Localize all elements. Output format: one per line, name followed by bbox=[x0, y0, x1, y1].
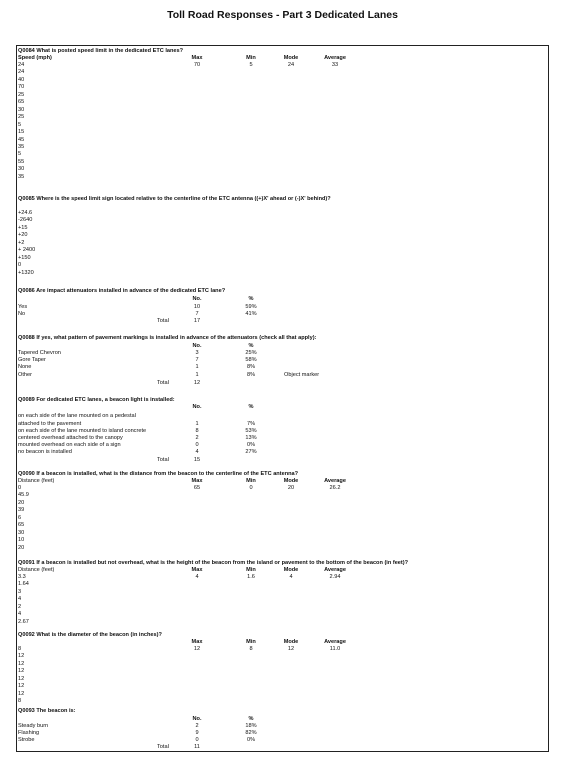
q92-min-header: Min bbox=[246, 639, 256, 645]
q92-value-list bbox=[18, 646, 24, 706]
q84-value-list bbox=[18, 62, 24, 181]
list-item: 55 bbox=[18, 158, 25, 165]
list-item: 30 bbox=[18, 106, 25, 113]
q85-value-list bbox=[18, 210, 35, 277]
q86-row-no: 10 bbox=[193, 304, 201, 310]
q88-row-label: Other bbox=[18, 372, 32, 378]
list-item: 10 bbox=[18, 537, 25, 544]
q88-row-pct: 58% bbox=[245, 357, 257, 363]
q89-row-no: 4 bbox=[195, 449, 199, 455]
list-item: 5 bbox=[18, 151, 22, 158]
list-item: 6 bbox=[18, 514, 22, 521]
q88-row-pct: 25% bbox=[245, 350, 257, 356]
q93-pct-header: % bbox=[248, 716, 254, 722]
q88-no-header: No. bbox=[192, 343, 202, 349]
q89-row-label: no beacon is installed bbox=[18, 449, 72, 455]
q88-row-label: Tapered Chevron bbox=[18, 350, 61, 356]
q93-row-pct: 18% bbox=[245, 723, 257, 729]
q93-total-label: Total bbox=[157, 744, 169, 750]
q91-value-list bbox=[18, 574, 29, 626]
q92-mode-header: Mode bbox=[283, 639, 299, 645]
list-item: 8 bbox=[18, 698, 22, 705]
list-item: 24 bbox=[18, 69, 25, 76]
q86-row-pct: 59% bbox=[245, 304, 257, 310]
q86-total-value: 17 bbox=[193, 318, 201, 324]
q88-row-pct: 8% bbox=[246, 364, 256, 370]
q92-max-header: Max bbox=[191, 639, 203, 645]
q86-row-pct: 41% bbox=[245, 311, 257, 317]
q89-row-no: 2 bbox=[195, 435, 199, 441]
list-item: 12 bbox=[18, 653, 25, 660]
list-item: 4 bbox=[18, 596, 22, 603]
q90-mode-value: 20 bbox=[287, 485, 295, 491]
q89-row-no: 8 bbox=[195, 428, 199, 434]
list-item: 24 bbox=[18, 62, 25, 68]
q84-question: Q0084 What is posted speed limit in the dedicated ETC lanes? bbox=[18, 48, 184, 54]
list-item: 5 bbox=[18, 121, 22, 128]
q88-row-no: 3 bbox=[195, 350, 199, 356]
q84-max-header: Max bbox=[191, 55, 203, 61]
q90-min-header: Min bbox=[246, 478, 256, 484]
q89-row-pct: 7% bbox=[246, 421, 256, 427]
q91-max-header: Max bbox=[191, 567, 203, 573]
q90-value-list bbox=[18, 485, 29, 552]
q88-total-value: 12 bbox=[193, 380, 201, 386]
q93-row-label: Steady burn bbox=[18, 723, 49, 729]
list-item: 1.64 bbox=[18, 581, 29, 588]
list-item: 39 bbox=[18, 507, 25, 514]
q93-row-label: Flashing bbox=[18, 730, 40, 736]
q89-total-label: Total bbox=[157, 457, 169, 463]
q93-question: Q0093 The beacon is: bbox=[18, 708, 76, 714]
q88-row-no: 1 bbox=[195, 372, 199, 378]
q91-min-header: Min bbox=[246, 567, 256, 573]
list-item: 0 bbox=[18, 262, 22, 269]
list-item: 35 bbox=[18, 143, 25, 150]
list-item: 40 bbox=[18, 76, 25, 83]
list-item: 65 bbox=[18, 99, 25, 106]
q89-row-pct: 0% bbox=[246, 442, 256, 448]
list-item: 12 bbox=[18, 660, 25, 667]
q86-question: Q0086 Are impact attenuators installed in advance of the dedicated ETC lane? bbox=[18, 288, 226, 294]
q88-row-note: Object marker bbox=[284, 372, 320, 378]
list-item: 2.67 bbox=[18, 618, 29, 625]
q91-max-value: 4 bbox=[195, 574, 199, 580]
q88-row-label: Gore Taper bbox=[18, 357, 46, 363]
q93-row-no: 9 bbox=[195, 730, 199, 736]
q86-row-label: Yes bbox=[18, 304, 28, 310]
q91-average-value: 2.94 bbox=[329, 574, 341, 580]
q93-row-pct: 82% bbox=[245, 730, 257, 736]
q86-no-header: No. bbox=[192, 296, 202, 302]
q88-row-label: None bbox=[18, 364, 32, 370]
q84-min-value: 5 bbox=[249, 62, 253, 68]
q88-row-pct: 8% bbox=[246, 372, 256, 378]
q84-average-value: 33 bbox=[331, 62, 339, 68]
q90-col-label: Distance (feet) bbox=[18, 478, 55, 484]
q91-mode-header: Mode bbox=[283, 567, 299, 573]
list-item: 20 bbox=[18, 544, 25, 551]
list-item: +20 bbox=[18, 232, 28, 239]
q93-row-no: 0 bbox=[195, 737, 199, 743]
list-item: 3 bbox=[18, 588, 22, 595]
q84-col-label: Speed (mph) bbox=[18, 55, 52, 61]
q88-pct-header: % bbox=[248, 343, 254, 349]
q91-question: Q0091 If a beacon is installed but not overhead, what is the height of the beacon from the island or pavement to the bottom of the beacon (in feet)? bbox=[18, 560, 409, 566]
q92-min-value: 8 bbox=[249, 646, 253, 652]
q92-mode-value: 12 bbox=[287, 646, 295, 652]
q89-question: Q0089 For dedicated ETC lanes, a beacon light is installed: bbox=[18, 397, 175, 403]
page-title: Toll Road Responses - Part 3 Dedicated Lanes bbox=[167, 9, 398, 21]
list-item: 0 bbox=[18, 485, 22, 491]
q88-total-label: Total bbox=[157, 380, 169, 386]
list-item: +150 bbox=[18, 254, 31, 261]
list-item: 4 bbox=[18, 611, 22, 618]
q89-row-no: 1 bbox=[195, 421, 199, 427]
list-item: + 2400 bbox=[18, 247, 36, 254]
q92-max-value: 12 bbox=[193, 646, 201, 652]
q90-min-value: 0 bbox=[249, 485, 253, 491]
list-item: -2640 bbox=[18, 217, 33, 224]
list-item: 12 bbox=[18, 668, 25, 675]
q92-question: Q0092 What is the diameter of the beacon (in inches)? bbox=[18, 632, 162, 638]
q91-mode-value: 4 bbox=[289, 574, 293, 580]
list-item: 45 bbox=[18, 136, 25, 143]
q89-row-label: centered overhead attached to the canopy bbox=[18, 435, 123, 441]
q93-row-pct: 0% bbox=[246, 737, 256, 743]
list-item: 35 bbox=[18, 173, 25, 180]
list-item: 65 bbox=[18, 522, 25, 529]
q90-average-header: Average bbox=[324, 478, 346, 484]
list-item: 12 bbox=[18, 683, 25, 690]
q90-mode-header: Mode bbox=[283, 478, 299, 484]
list-item: 30 bbox=[18, 529, 25, 536]
list-item: 12 bbox=[18, 690, 25, 697]
q84-min-header: Min bbox=[246, 55, 256, 61]
q86-pct-header: % bbox=[248, 296, 254, 302]
q84-average-header: Average bbox=[324, 55, 346, 61]
list-item: +1320 bbox=[18, 269, 34, 276]
q89-row-label: mounted overhead on each side of a sign bbox=[18, 442, 121, 448]
list-item: 25 bbox=[18, 91, 25, 98]
list-item: 8 bbox=[18, 646, 22, 652]
q89-no-header: No. bbox=[192, 404, 202, 410]
list-item: 15 bbox=[18, 129, 25, 136]
list-item: 30 bbox=[18, 166, 25, 173]
list-item: 45.9 bbox=[18, 492, 29, 499]
q93-row-no: 2 bbox=[195, 723, 199, 729]
list-item: 3.3 bbox=[18, 574, 26, 580]
q89-row-label: on each side of the lane mounted to island concrete bbox=[18, 428, 147, 434]
q89-pct-header: % bbox=[248, 404, 254, 410]
q90-max-value: 65 bbox=[193, 485, 201, 491]
q86-row-label: No bbox=[18, 311, 26, 317]
q89-row-no: 0 bbox=[195, 442, 199, 448]
q92-average-value: 11.0 bbox=[329, 646, 341, 652]
q84-mode-header: Mode bbox=[283, 55, 299, 61]
list-item: 20 bbox=[18, 499, 25, 506]
q89-row-pct: 53% bbox=[245, 428, 257, 434]
list-item: 12 bbox=[18, 675, 25, 682]
list-item: 2 bbox=[18, 603, 22, 610]
q91-average-header: Average bbox=[324, 567, 346, 573]
q89-row-label: attached to the pavement bbox=[18, 421, 82, 427]
q86-total-label: Total bbox=[157, 318, 169, 324]
q90-question: Q0090 If a beacon is installed, what is the distance from the beacon to the centerline of the ETC antenna? bbox=[18, 471, 299, 477]
list-item: 25 bbox=[18, 114, 25, 121]
q84-max-value: 70 bbox=[193, 62, 201, 68]
q88-row-no: 7 bbox=[195, 357, 199, 363]
list-item: +15 bbox=[18, 224, 28, 231]
q91-min-value: 1.6 bbox=[247, 574, 255, 580]
q89-row-label: on each side of the lane mounted on a pedestal bbox=[18, 413, 136, 419]
q90-average-value: 26.2 bbox=[329, 485, 341, 491]
list-item: 70 bbox=[18, 84, 25, 91]
list-item: +24.6 bbox=[18, 210, 33, 216]
q84-mode-value: 24 bbox=[287, 62, 295, 68]
q89-row-pct: 13% bbox=[245, 435, 257, 441]
q86-row-no: 7 bbox=[195, 311, 199, 317]
q92-average-header: Average bbox=[324, 639, 346, 645]
list-item: +2 bbox=[18, 239, 25, 246]
q89-row-pct: 27% bbox=[245, 449, 257, 455]
q88-row-no: 1 bbox=[195, 364, 199, 370]
q88-question: Q0088 If yes, what pattern of pavement markings is installed in advance of the attenuators (check all that apply): bbox=[18, 335, 317, 341]
q91-col-label: Distance (feet) bbox=[18, 567, 55, 573]
q89-total-value: 15 bbox=[193, 457, 201, 463]
q85-question: Q0085 Where is the speed limit sign located relative to the centerline of the ETC antenna ((+)X' ahead or (-)X' behind)? bbox=[18, 196, 331, 202]
q93-no-header: No. bbox=[192, 716, 202, 722]
q90-max-header: Max bbox=[191, 478, 203, 484]
q93-total-value: 11 bbox=[194, 744, 200, 750]
q93-row-label: Strobe bbox=[18, 737, 35, 743]
